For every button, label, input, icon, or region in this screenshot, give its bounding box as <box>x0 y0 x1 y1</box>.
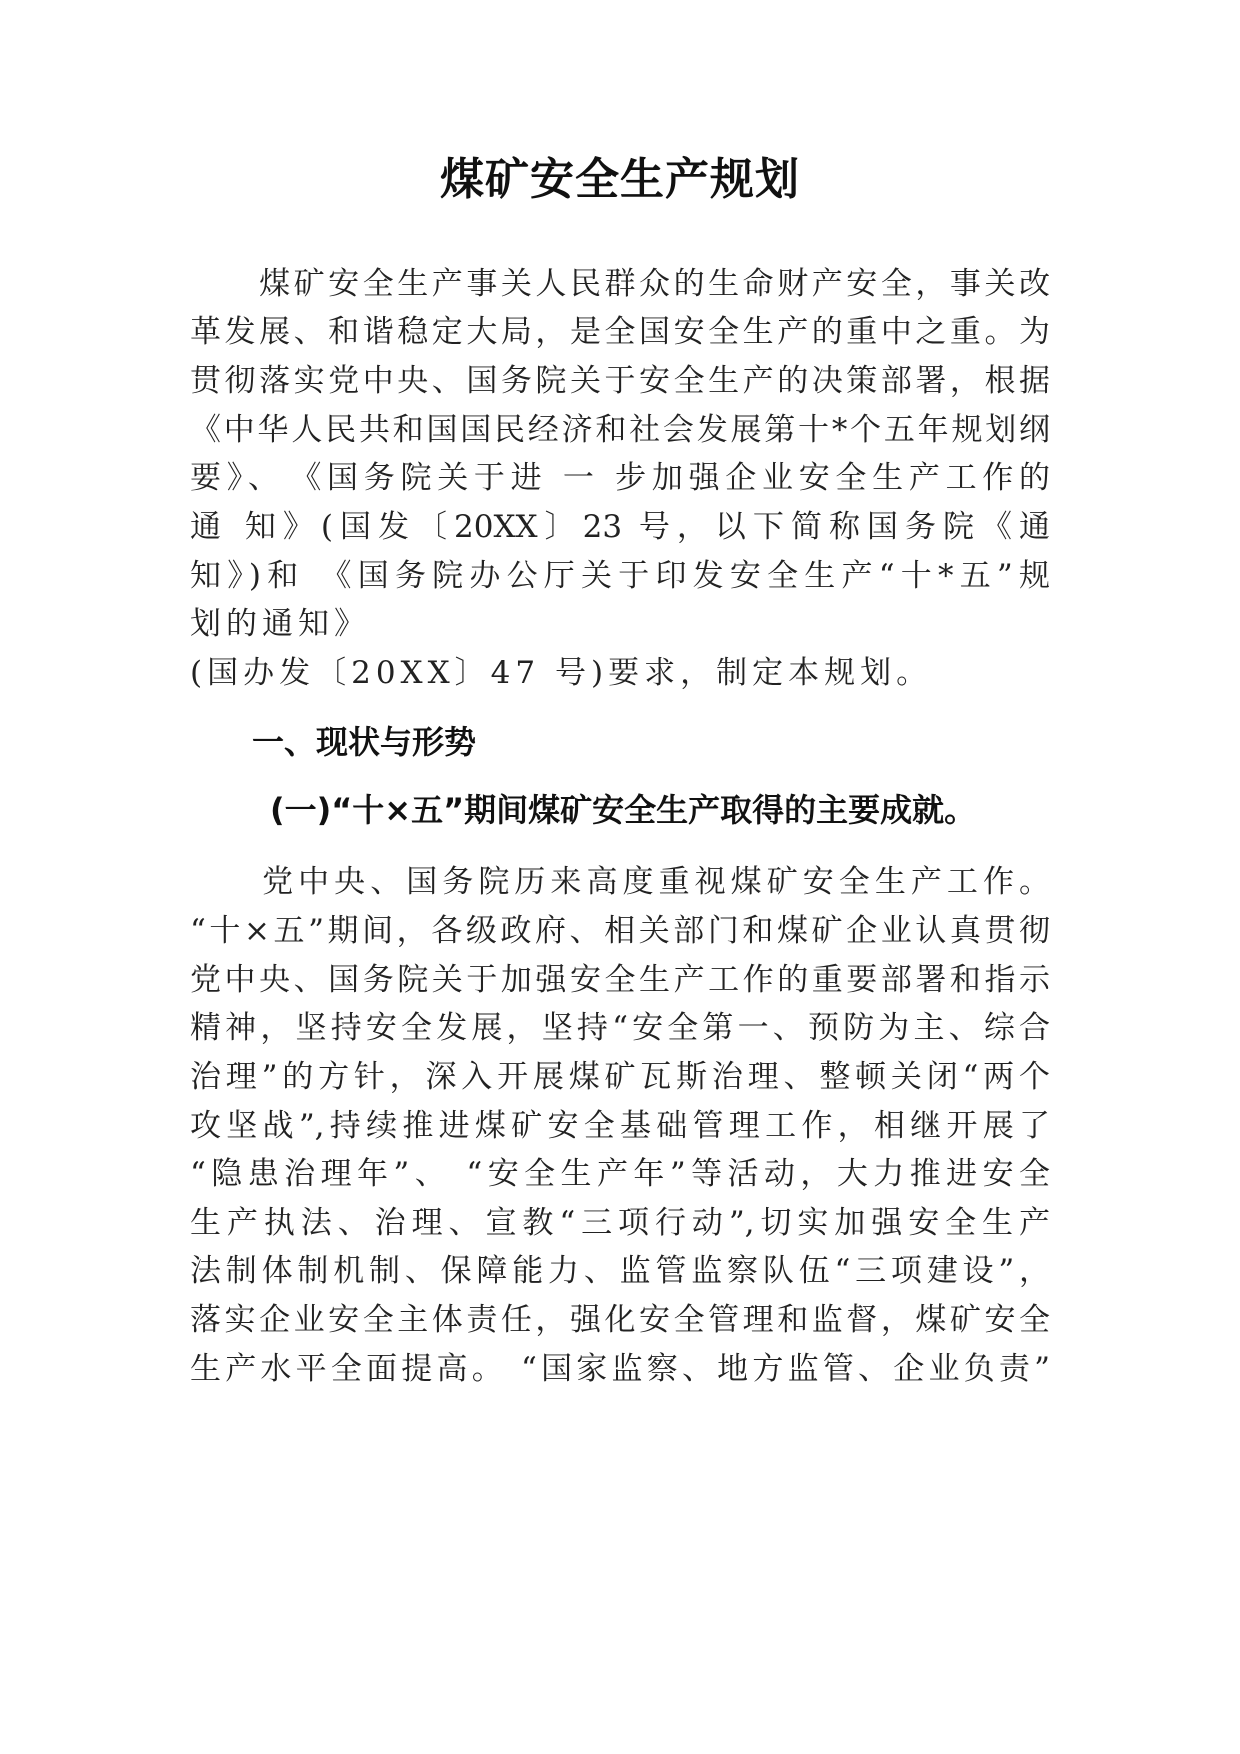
body-line: 党中央、国务院历来高度重视煤矿安全生产工作。 <box>190 864 1050 900</box>
intro-line: 煤矿安全生产事关人民群众的生命财产安全，事关改 <box>190 266 1050 302</box>
document-title: 煤矿安全生产规划 <box>440 154 800 205</box>
intro-line: 革发展、和谐稳定大局，是全国安全生产的重中之重。为 <box>190 314 1050 350</box>
intro-line: 知》)和 《国务院办公厅关于印发安全生产“十*五”规 <box>190 558 1050 594</box>
intro-line: 要》、 《国务院关于进 一 步加强企业安全生产工作的 <box>190 460 1050 496</box>
body-line: 精神，坚持安全发展，坚持“安全第一、预防为主、综合 <box>190 1010 1050 1046</box>
body-line: “十×五”期间，各级政府、相关部门和煤矿企业认真贯彻 <box>190 913 1050 949</box>
intro-line: (国办发〔20XX〕47 号)要求，制定本规划。 <box>190 655 933 691</box>
body-line: 落实企业安全主体责任，强化安全管理和监督，煤矿安全 <box>190 1302 1050 1338</box>
body-line: 生产水平全面提高。 “国家监察、地方监管、企业负责” <box>190 1351 1050 1387</box>
body-line: 生产执法、治理、宣教“三项行动”,切实加强安全生产 <box>190 1205 1050 1241</box>
body-line: 治理”的方针，深入开展煤矿瓦斯治理、整顿关闭“两个 <box>190 1059 1050 1095</box>
intro-line: 通 知》(国发〔20XX〕23 号，以下简称国务院《通 <box>190 509 1050 545</box>
body-line: 攻坚战”,持续推进煤矿安全基础管理工作，相继开展了 <box>190 1108 1050 1144</box>
subsection-heading: (一)“十×五”期间煤矿安全生产取得的主要成就。 <box>270 791 977 829</box>
intro-line: 划的通知》 <box>190 606 370 642</box>
section-heading: 一、现状与形势 <box>252 723 477 761</box>
intro-line: 贯彻落实党中央、国务院关于安全生产的决策部署，根据 <box>190 363 1050 399</box>
body-line: “隐患治理年”、 “安全生产年”等活动，大力推进安全 <box>190 1156 1050 1192</box>
body-line: 法制体制机制、保障能力、监管监察队伍“三项建设”， <box>190 1253 1050 1289</box>
body-line: 党中央、国务院关于加强安全生产工作的重要部署和指示 <box>190 962 1050 998</box>
intro-line: 《中华人民共和国国民经济和社会发展第十*个五年规划纲 <box>190 412 1050 448</box>
